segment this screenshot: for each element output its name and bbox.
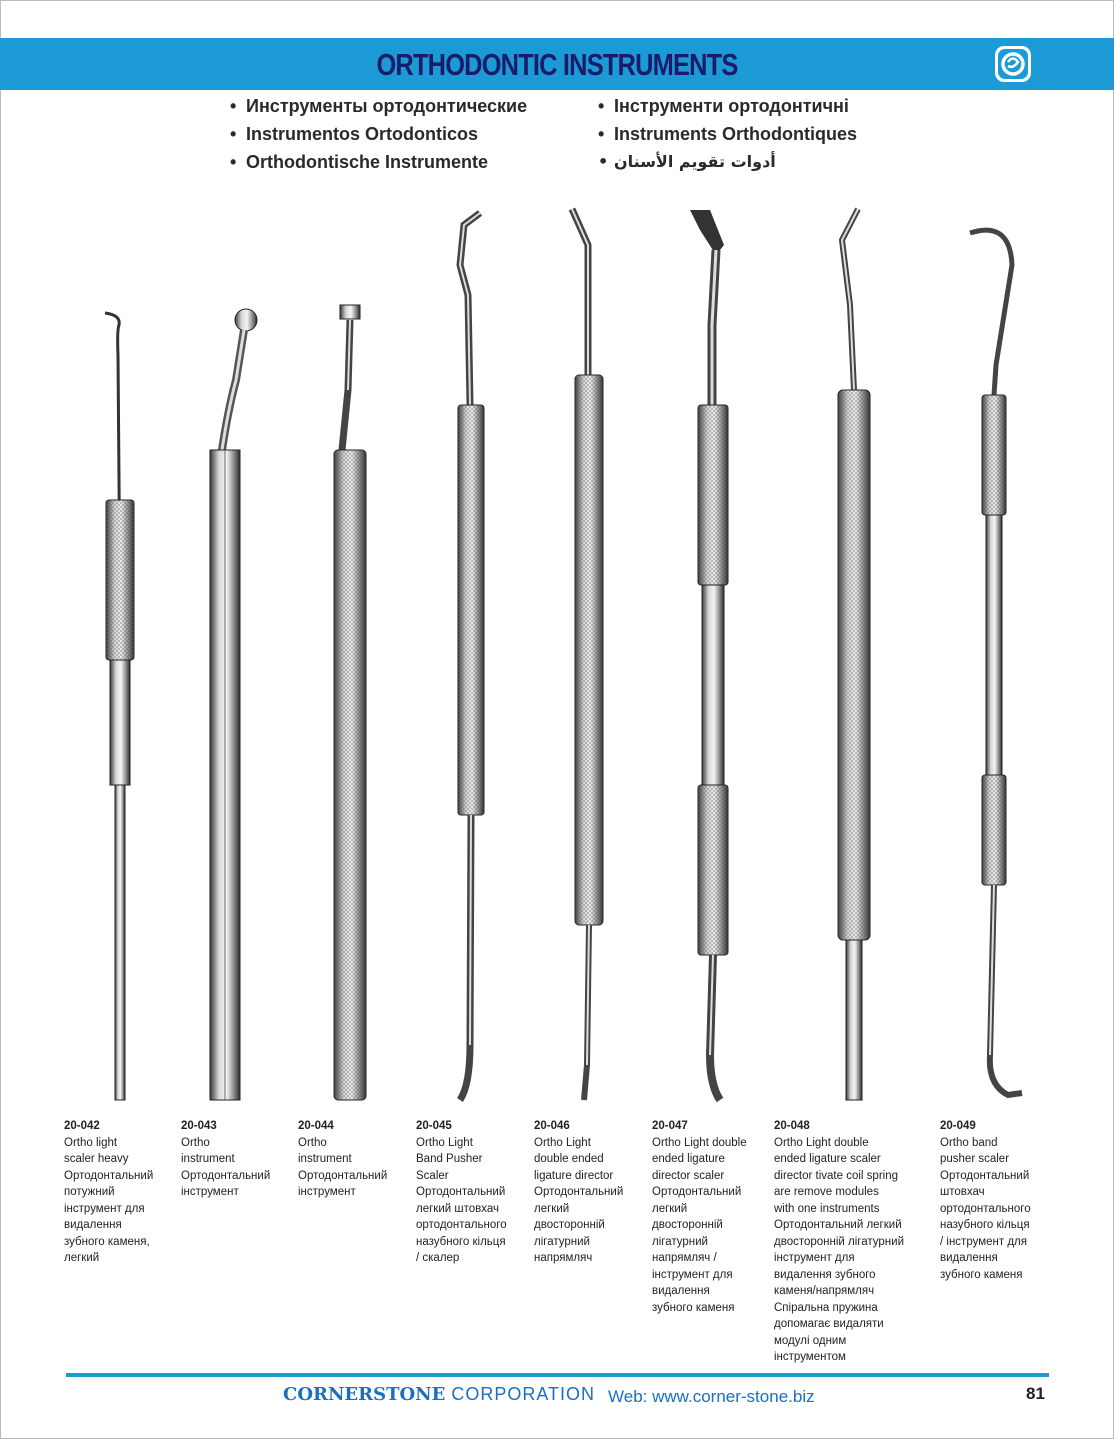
caption-20-046: 20-046 Ortho Light double ended ligature director Ортодонтальний легкий двосторонній лігатурний напрямляч [534,1120,624,1264]
instrument-20-045-image [440,205,500,1105]
product-code: 20-049 [940,1120,976,1132]
subtitle-german: • Orthodontische Instrumente [230,152,489,172]
product-code: 20-046 [534,1120,570,1132]
multilingual-subtitles [230,96,930,180]
instrument-20-046-image [560,205,620,1105]
caption-20-049: 20-049 Ortho band pusher scaler Ортодонтальний штовхач ортодонтального назубного кільця / інструмент для видалення зубного каменя [940,1120,1031,1281]
subtitle-ukrainian: • Інструменти ортодонтичні [598,96,849,116]
caption-20-044: 20-044 Ortho instrument Ортодонтальний інструмент [298,1120,388,1198]
footer-divider [66,1373,1049,1377]
product-code: 20-045 [416,1120,452,1132]
caption-20-045: 20-045 Ortho Light Band Pusher Scaler Ортодонтальний легкий штовхач ортодонтального назубного кільця / скалер [416,1120,507,1264]
caption-20-042: 20-042 Ortho light scaler heavy Ортодонтальний потужний інструмент для видалення зубного каменя, легкий [64,1120,154,1264]
subtitle-arabic: • أدوات تقويم الأسنان [598,152,776,171]
product-code: 20-043 [181,1120,217,1132]
instrument-20-044-image [320,300,380,1105]
caption-20-048: 20-048 Ortho Light double ended ligature scaler director tivate coil spring are remove modules with one instruments Ортодонтальний легкий двосторонній лігатурний інструмент для видалення зубного каменя/напрямляч Спіральна пружина допомагає видаляти модулі одним інструментом [774,1120,904,1363]
instrument-20-042-image [95,305,145,1105]
instrument-20-048-image [820,205,890,1105]
product-code: 20-048 [774,1120,810,1132]
footer-company-name: CORNERSTONE CORPORATION [283,1384,596,1405]
subtitle-french: • Instruments Orthodontiques [598,124,857,144]
caption-20-047: 20-047 Ortho Light double ended ligature director scaler Ортодонтальний легкий двосторонній лігатурний напрямляч / інструмент для видалення зубного каменя [652,1120,747,1314]
subtitle-russian: • Инструменты ортодонтические [230,96,528,116]
instrument-20-047-image [680,205,750,1105]
instrument-20-049-image [960,225,1040,1105]
caption-20-043: 20-043 Ortho instrument Ортодонтальний інструмент [181,1120,271,1198]
product-code: 20-044 [298,1120,334,1132]
page-number: 81 [1026,1384,1045,1403]
page-title: ORTHODONTIC INSTRUMENTS [376,47,738,82]
footer-website-link[interactable]: Web: www.corner-stone.biz [608,1387,815,1406]
instrument-20-043-image [200,300,270,1105]
cornerstone-logo-icon [994,45,1032,83]
subtitle-spanish: • Instrumentos Ortodonticos [230,124,479,144]
product-code: 20-047 [652,1120,688,1132]
product-code: 20-042 [64,1120,100,1132]
